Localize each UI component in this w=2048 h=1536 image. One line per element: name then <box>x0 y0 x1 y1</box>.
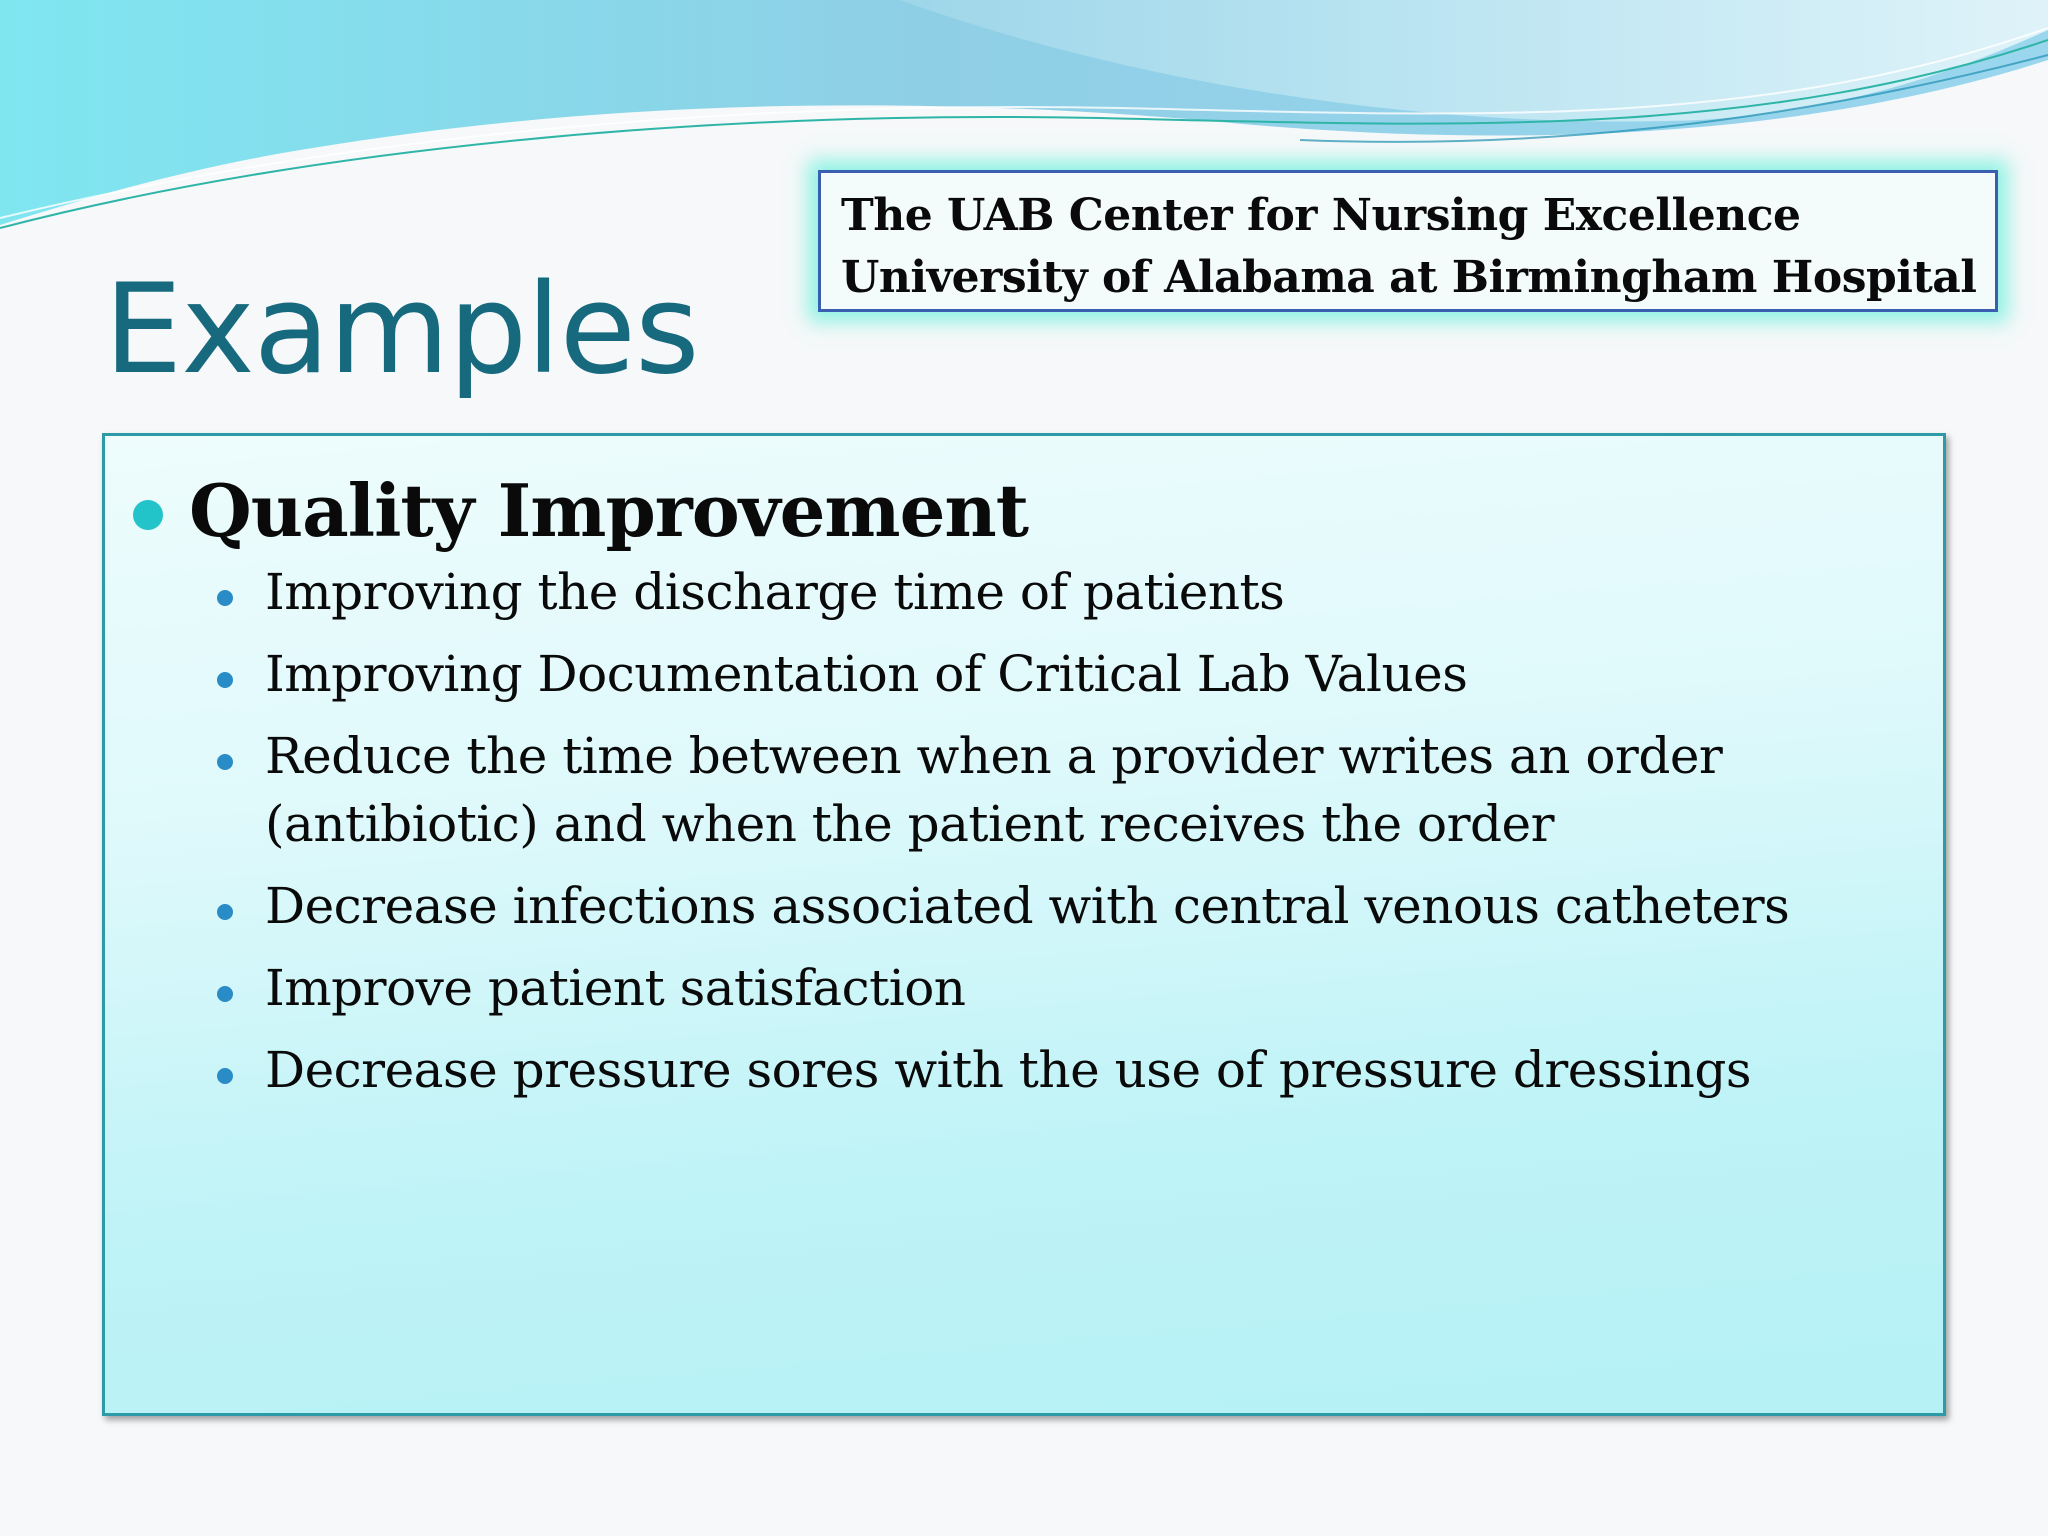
sub-bullet-text: Improving Documentation of Critical Lab Values <box>265 645 1468 703</box>
bullet-dot-icon <box>217 1068 233 1084</box>
bullet-dot-icon <box>217 904 233 920</box>
sub-bullet-text: Improve patient satisfaction <box>265 959 966 1017</box>
organization-line-2: University of Alabama at Birmingham Hospital <box>841 252 1977 303</box>
bullet-dot-icon <box>133 500 163 530</box>
bullet-dot-icon <box>217 986 233 1002</box>
sub-bullet-text: Decrease infections associated with central venous catheters <box>265 877 1790 935</box>
organization-box <box>818 170 1998 312</box>
sub-bullet-text: Improving the discharge time of patients <box>265 563 1285 621</box>
bullet-dot-icon <box>217 590 233 606</box>
main-bullet-text: Quality Improvement <box>189 468 1028 553</box>
sub-bullet-text: Decrease pressure sores with the use of pressure dressings <box>265 1041 1752 1099</box>
bullet-dot-icon <box>217 754 233 770</box>
content-box <box>102 433 1946 1416</box>
slide-title: Examples <box>104 258 699 402</box>
sub-bullet-text: Reduce the time between when a provider writes an order (antibiotic) and when the patient receives the order <box>265 727 1723 853</box>
organization-line-1: The UAB Center for Nursing Excellence <box>841 190 1801 241</box>
bullet-dot-icon <box>217 672 233 688</box>
